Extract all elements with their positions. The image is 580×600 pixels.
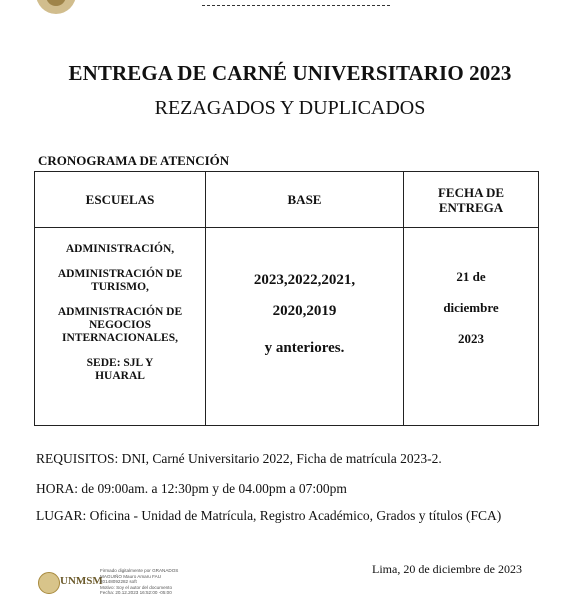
escuela-item: ADMINISTRACIÓN DE TURISMO, <box>57 268 183 293</box>
signature-line: MAGUIÑO Mauro Amaru FAU <box>100 573 162 579</box>
university-seal-icon <box>36 0 76 14</box>
header-escuelas: ESCUELAS <box>35 172 206 228</box>
hora-text: HORA: de 09:00am. a 12:30pm y de 04.00pm a 07:00pm <box>36 481 347 496</box>
unmsm-logo: UNMSM <box>60 575 103 587</box>
base-line: 2023,2022,2021, <box>253 272 356 288</box>
fecha-line: diciembre <box>443 300 499 315</box>
fecha-line: 21 de <box>456 269 486 284</box>
schedule-table <box>34 171 539 426</box>
header-divider <box>202 5 390 6</box>
header-base: BASE <box>206 172 404 228</box>
escuelas-cell <box>35 228 206 426</box>
signature-seal-icon <box>38 572 60 594</box>
document-date: Lima, 20 de diciembre de 2023 <box>372 562 522 576</box>
lugar-text: LUGAR: Oficina - Unidad de Matrícula, Registro Académico, Grados y títulos (FCA) <box>36 508 502 523</box>
fecha-cell <box>404 228 539 426</box>
digital-signature <box>100 568 210 596</box>
base-line: y anteriores. <box>264 340 345 356</box>
fecha-line: 2023 <box>458 331 484 346</box>
document-title: ENTREGA DE CARNÉ UNIVERSITARIO 2023 <box>68 61 512 85</box>
signature-line: Firmado digitalmente por GRANADOS <box>100 568 179 573</box>
escuela-item: ADMINISTRACIÓN DE NEGOCIOS INTERNACIONALES, <box>57 306 183 344</box>
table-row <box>35 228 539 426</box>
header-fecha: FECHA DE ENTREGA <box>404 172 539 228</box>
signature-line: Motivo: Soy el autor del documento <box>100 584 173 590</box>
signature-line: Fecha: 20.12.2023 16:52:00 -05:00 <box>100 590 172 596</box>
base-cell <box>206 228 404 426</box>
escuela-item: ADMINISTRACIÓN, <box>65 243 175 255</box>
table-header-row <box>35 172 539 228</box>
document-subtitle: REZAGADOS Y DUPLICADOS <box>154 97 426 119</box>
signature-line: 20148092282 soft <box>100 579 137 585</box>
base-line: 2020,2019 <box>272 303 337 319</box>
section-heading: CRONOGRAMA DE ATENCIÓN <box>38 153 230 168</box>
requisitos-text: REQUISITOS: DNI, Carné Universitario 2022, Ficha de matrícula 2023-2. <box>36 451 442 466</box>
escuela-item: SEDE: SJL Y HUARAL <box>86 357 154 382</box>
